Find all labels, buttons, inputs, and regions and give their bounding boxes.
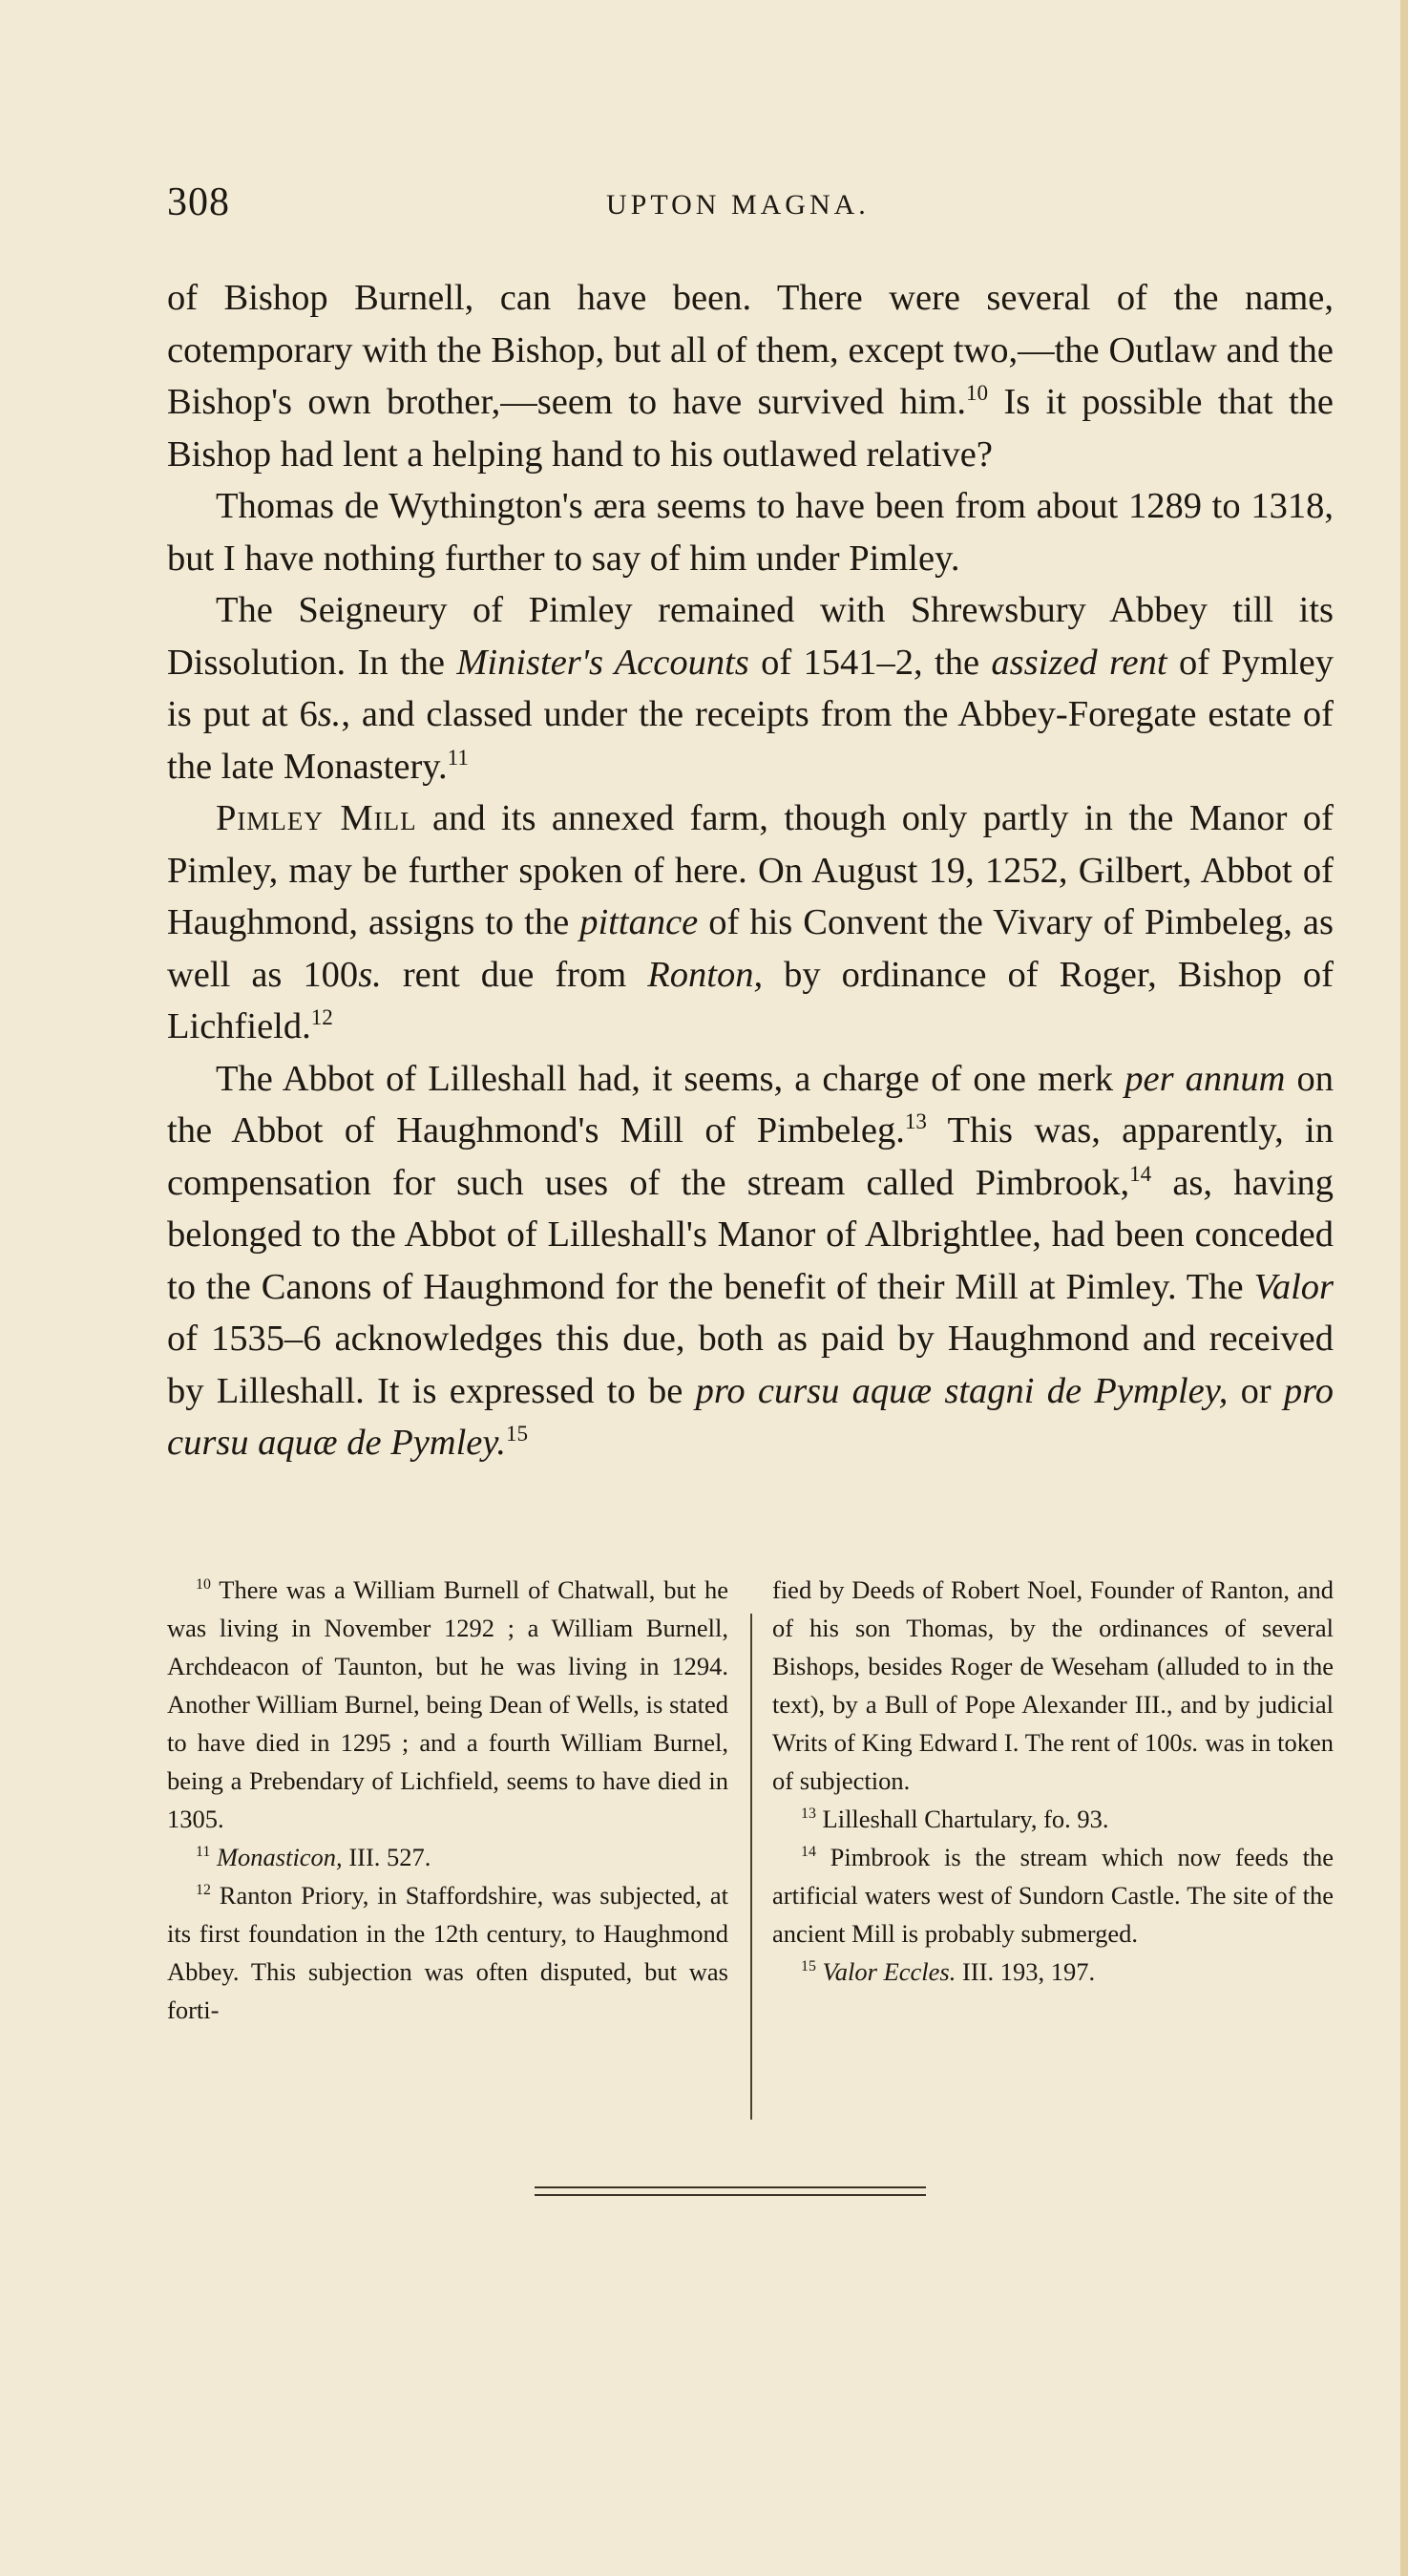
footnote-ref: 14 xyxy=(1129,1160,1152,1186)
footnote-ref: 13 xyxy=(904,1109,927,1134)
text-run: of Bishop Burnell, can have been. There were several of the name, cotemporary with the Bishop, but all of them, except two,—the Outlaw and the Bishop's own brother,—seem to have survived him. xyxy=(167,278,1334,422)
footnote-15 xyxy=(772,1953,1334,1991)
text-run: on the Abbot of Haughmond's Mill of Pimbeleg. xyxy=(167,1058,1334,1151)
italic-text: Monasticon, xyxy=(216,1843,343,1871)
italic-text: pittance xyxy=(579,902,699,942)
text-run: as, having belonged to the Abbot of Lilleshall's Manor of Albrightlee, had been conceded to the Canons of Haughmond for the benefit of their Mill at Pimley. The xyxy=(167,1162,1334,1307)
footnote-text: fied by Deeds of Robert Noel, Founder of Ranton, and of his son Thomas, by the ordinances of several Bishops, besides Roger de Weseham (alluded to in the text), by a Bull of Pope Alexander III., and by judicial Writs of King Edward I. The rent of 100 xyxy=(772,1575,1334,1757)
footnotes xyxy=(167,1571,1334,2105)
footnote-column-left xyxy=(167,1571,728,2029)
text-run: Is it possible that the Bishop had lent a helping hand to his outlawed relative? xyxy=(167,382,1334,475)
footnote-12-continued xyxy=(772,1571,1334,1800)
end-rule xyxy=(535,2194,926,2196)
footnote-number: 10 xyxy=(196,1576,211,1594)
text-run: by ordinance of Roger, Bishop of Lichfield. xyxy=(167,954,1334,1046)
italic-text: s. xyxy=(317,694,342,734)
italic-text: Minister's Accounts xyxy=(456,642,749,683)
italic-text: s. xyxy=(1182,1728,1199,1757)
footnote-13 xyxy=(772,1800,1334,1838)
text-run: , and classed under the receipts from the Abbey-Foregate estate of the late Monastery. xyxy=(167,694,1334,787)
small-caps-text: Pimley Mill xyxy=(216,798,417,838)
column-divider xyxy=(750,1614,752,2120)
page-edge xyxy=(1400,0,1408,2576)
text-run: The Abbot of Lilleshall had, it seems, a charge of one merk xyxy=(216,1058,1125,1099)
footnote-text: III. 527. xyxy=(342,1843,431,1871)
italic-text: s. xyxy=(358,954,382,995)
text-run: and its annexed farm, though only partly in the Manor of Pimley, may be further spoken of here. On August 19, 1252, Gilbert, Abbot of Haughmond, assigns to the xyxy=(167,798,1334,942)
footnote-number: 13 xyxy=(801,1805,816,1823)
text-run: This was, apparently, in compensation for such uses of the stream called Pimbrook, xyxy=(167,1110,1334,1203)
end-rule xyxy=(535,2186,926,2188)
footnote-ref: 12 xyxy=(310,1004,333,1030)
running-title: UPTON MAGNA. xyxy=(606,189,870,221)
footnote-text: was in token of subjection. xyxy=(772,1728,1334,1795)
text-run: of 1541–2, the xyxy=(748,642,992,683)
paragraph xyxy=(167,584,1334,792)
footnote-text: There was a William Burnell of Chatwall, but he was living in November 1292 ; a William Burnell, Archdeacon of Taunton, but he was living in 1294. Another William Burnel, being Dean of Wells, is stated to have died in 1295 ; and a fourth William Burnel, being a Prebendary of Lichfield, seems to have died in 1305. xyxy=(167,1575,728,1833)
footnote-number: 12 xyxy=(196,1882,211,1899)
footnote-text: Pimbrook is the stream which now feeds the artificial waters west of Sundorn Castle. The site of the ancient Mill is probably submerged. xyxy=(772,1843,1334,1948)
footnote-ref: 11 xyxy=(447,744,469,770)
footnote-text: Ranton Priory, in Staffordshire, was subjected, at its first foundation in the 12th century, to Haughmond Abbey. This subjection was often disputed, but was forti- xyxy=(167,1881,729,2024)
text-run: or xyxy=(1228,1370,1284,1411)
italic-text: Valor Eccles. xyxy=(822,1957,956,1986)
text-run: Thomas de Wythington's æra seems to have been from about 1289 to 1318, but I have nothing further to say of him under Pimley. xyxy=(167,486,1334,579)
italic-text: pro cursu aquæ de Pymley. xyxy=(167,1370,1334,1463)
footnote-14 xyxy=(772,1838,1334,1953)
footnote-number: 15 xyxy=(801,1958,816,1975)
running-head xyxy=(167,179,1255,237)
paragraph xyxy=(167,272,1334,480)
footnote-ref: 15 xyxy=(505,1421,529,1446)
paragraph xyxy=(167,792,1334,1053)
text-run: rent due from xyxy=(381,954,648,995)
text-run: of Pymley is put at 6 xyxy=(167,642,1334,734)
footnote-10 xyxy=(167,1571,728,1838)
footnote-text: Lilleshall Chartulary, fo. 93. xyxy=(822,1805,1109,1833)
italic-text: assized rent xyxy=(991,642,1167,683)
footnote-column-right xyxy=(772,1571,1334,1991)
italic-text: per annum xyxy=(1124,1058,1286,1099)
italic-text: pro cursu aquæ stagni de Pympley, xyxy=(695,1370,1229,1411)
footnote-number: 11 xyxy=(196,1844,211,1861)
italic-text: Valor xyxy=(1253,1266,1334,1307)
text-run: of his Convent the Vivary of Pimbeleg, as well as 100 xyxy=(167,902,1334,995)
paragraph xyxy=(167,480,1334,584)
footnote-12 xyxy=(167,1876,728,2029)
footnote-11 xyxy=(167,1838,728,1876)
page-number: 308 xyxy=(167,180,230,224)
italic-text: Ronton, xyxy=(647,954,764,995)
text-run: The Seigneury of Pimley remained with Shrewsbury Abbey till its Dissolution. In the xyxy=(167,590,1334,683)
text-run: of 1535–6 acknowledges this due, both as paid by Haughmond and received by Lilleshall. It is expressed to be xyxy=(167,1319,1334,1411)
footnote-ref: 10 xyxy=(966,380,989,406)
body-text xyxy=(167,272,1334,1469)
footnote-number: 14 xyxy=(801,1844,816,1861)
paragraph xyxy=(167,1053,1334,1469)
footnote-text: III. 193, 197. xyxy=(956,1957,1096,1986)
